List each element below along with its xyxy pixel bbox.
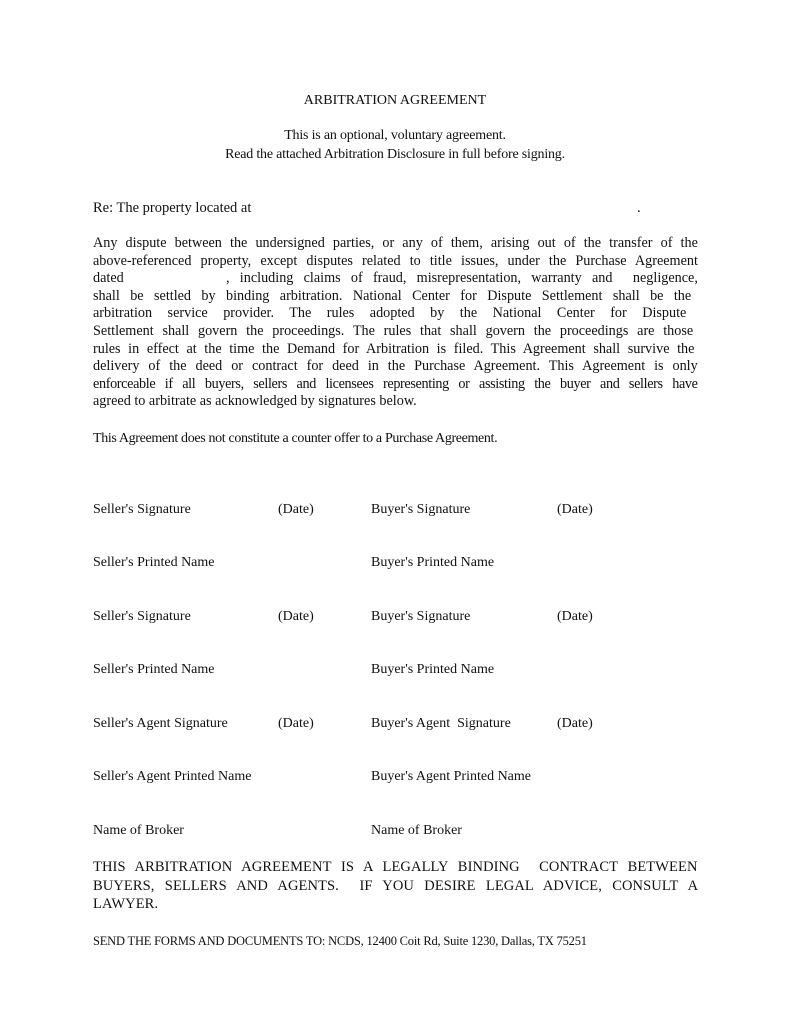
body-line: shall be settled by binding arbitration. National Center for Dispute Settlement shall be the <box>93 287 692 304</box>
buyer-printed-name-label: Buyer's Printed Name <box>371 555 495 570</box>
buyer-signature-date-label: (Date) <box>557 502 593 517</box>
seller-agent-printed-name-label: Seller's Agent Printed Name <box>93 769 252 784</box>
buyer-broker-label: Name of Broker <box>371 823 462 838</box>
buyer-signature-date-label: (Date) <box>557 609 593 624</box>
seller-signature-label: Seller's Signature <box>93 609 191 624</box>
buyer-signature-label: Buyer's Signature <box>371 609 471 624</box>
subtitle-read-disclosure: Read the attached Arbitration Disclosure in full before signing. <box>225 147 565 162</box>
legal-line: LAWYER. <box>93 896 159 912</box>
subtitle-optional: This is an optional, voluntary agreement. <box>284 128 506 143</box>
body-line: rules in effect at the time the Demand for Arbitration is filed. This Agreement shall survive the <box>93 340 695 357</box>
buyer-printed-name-label: Buyer's Printed Name <box>371 662 495 677</box>
buyer-agent-date-label: (Date) <box>557 716 593 731</box>
seller-printed-name-label: Seller's Printed Name <box>93 662 215 677</box>
property-reference-end: . <box>637 200 641 216</box>
buyer-agent-signature-label: Buyer's Agent Signature <box>371 716 511 731</box>
legal-warning <box>93 858 698 914</box>
legal-line: BUYERS, SELLERS AND AGENTS. IF YOU DESIRE LEGAL ADVICE, CONSULT A <box>93 877 699 894</box>
body-line: above-referenced property, except disputes related to title issues, under the Purchase Agreement <box>93 252 698 269</box>
buyer-signature-label: Buyer's Signature <box>371 502 471 517</box>
buyer-agent-printed-name-label: Buyer's Agent Printed Name <box>371 769 531 784</box>
body-line: Any dispute between the undersigned parties, or any of them, arising out of the transfer of the <box>93 235 698 251</box>
seller-agent-signature-label: Seller's Agent Signature <box>93 716 228 731</box>
body-line: agreed to arbitrate as acknowledged by signatures below. <box>93 393 417 410</box>
send-to-address: SEND THE FORMS AND DOCUMENTS TO: NCDS, 12400 Coit Rd, Suite 1230, Dallas, TX 75251 <box>93 934 587 948</box>
property-reference-label: Re: The property located at <box>93 200 252 216</box>
body-line: dated , including claims of fraud, misrepresentation, warranty and negligence, <box>93 270 698 287</box>
body-line: arbitration service provider. The rules adopted by the National Center for Dispute <box>93 305 687 322</box>
counter-offer-note: This Agreement does not constitute a counter offer to a Purchase Agreement. <box>93 431 498 446</box>
body-line: Settlement shall govern the proceedings. The rules that shall govern the proceedings are those <box>93 322 694 339</box>
body-line: delivery of the deed or contract for deed in the Purchase Agreement. This Agreement is only <box>93 358 698 375</box>
seller-signature-date-label: (Date) <box>278 609 314 624</box>
agreement-body <box>93 235 698 411</box>
seller-printed-name-label: Seller's Printed Name <box>93 555 215 570</box>
seller-signature-label: Seller's Signature <box>93 502 191 517</box>
seller-signature-date-label: (Date) <box>278 502 314 517</box>
document-title: ARBITRATION AGREEMENT <box>303 93 487 108</box>
seller-broker-label: Name of Broker <box>93 823 184 838</box>
body-line: enforceable if all buyers, sellers and licensees representing or assisting the buyer and sellers have <box>93 375 698 392</box>
seller-agent-date-label: (Date) <box>278 716 314 731</box>
legal-line: THIS ARBITRATION AGREEMENT IS A LEGALLY BINDING CONTRACT BETWEEN <box>93 859 698 875</box>
